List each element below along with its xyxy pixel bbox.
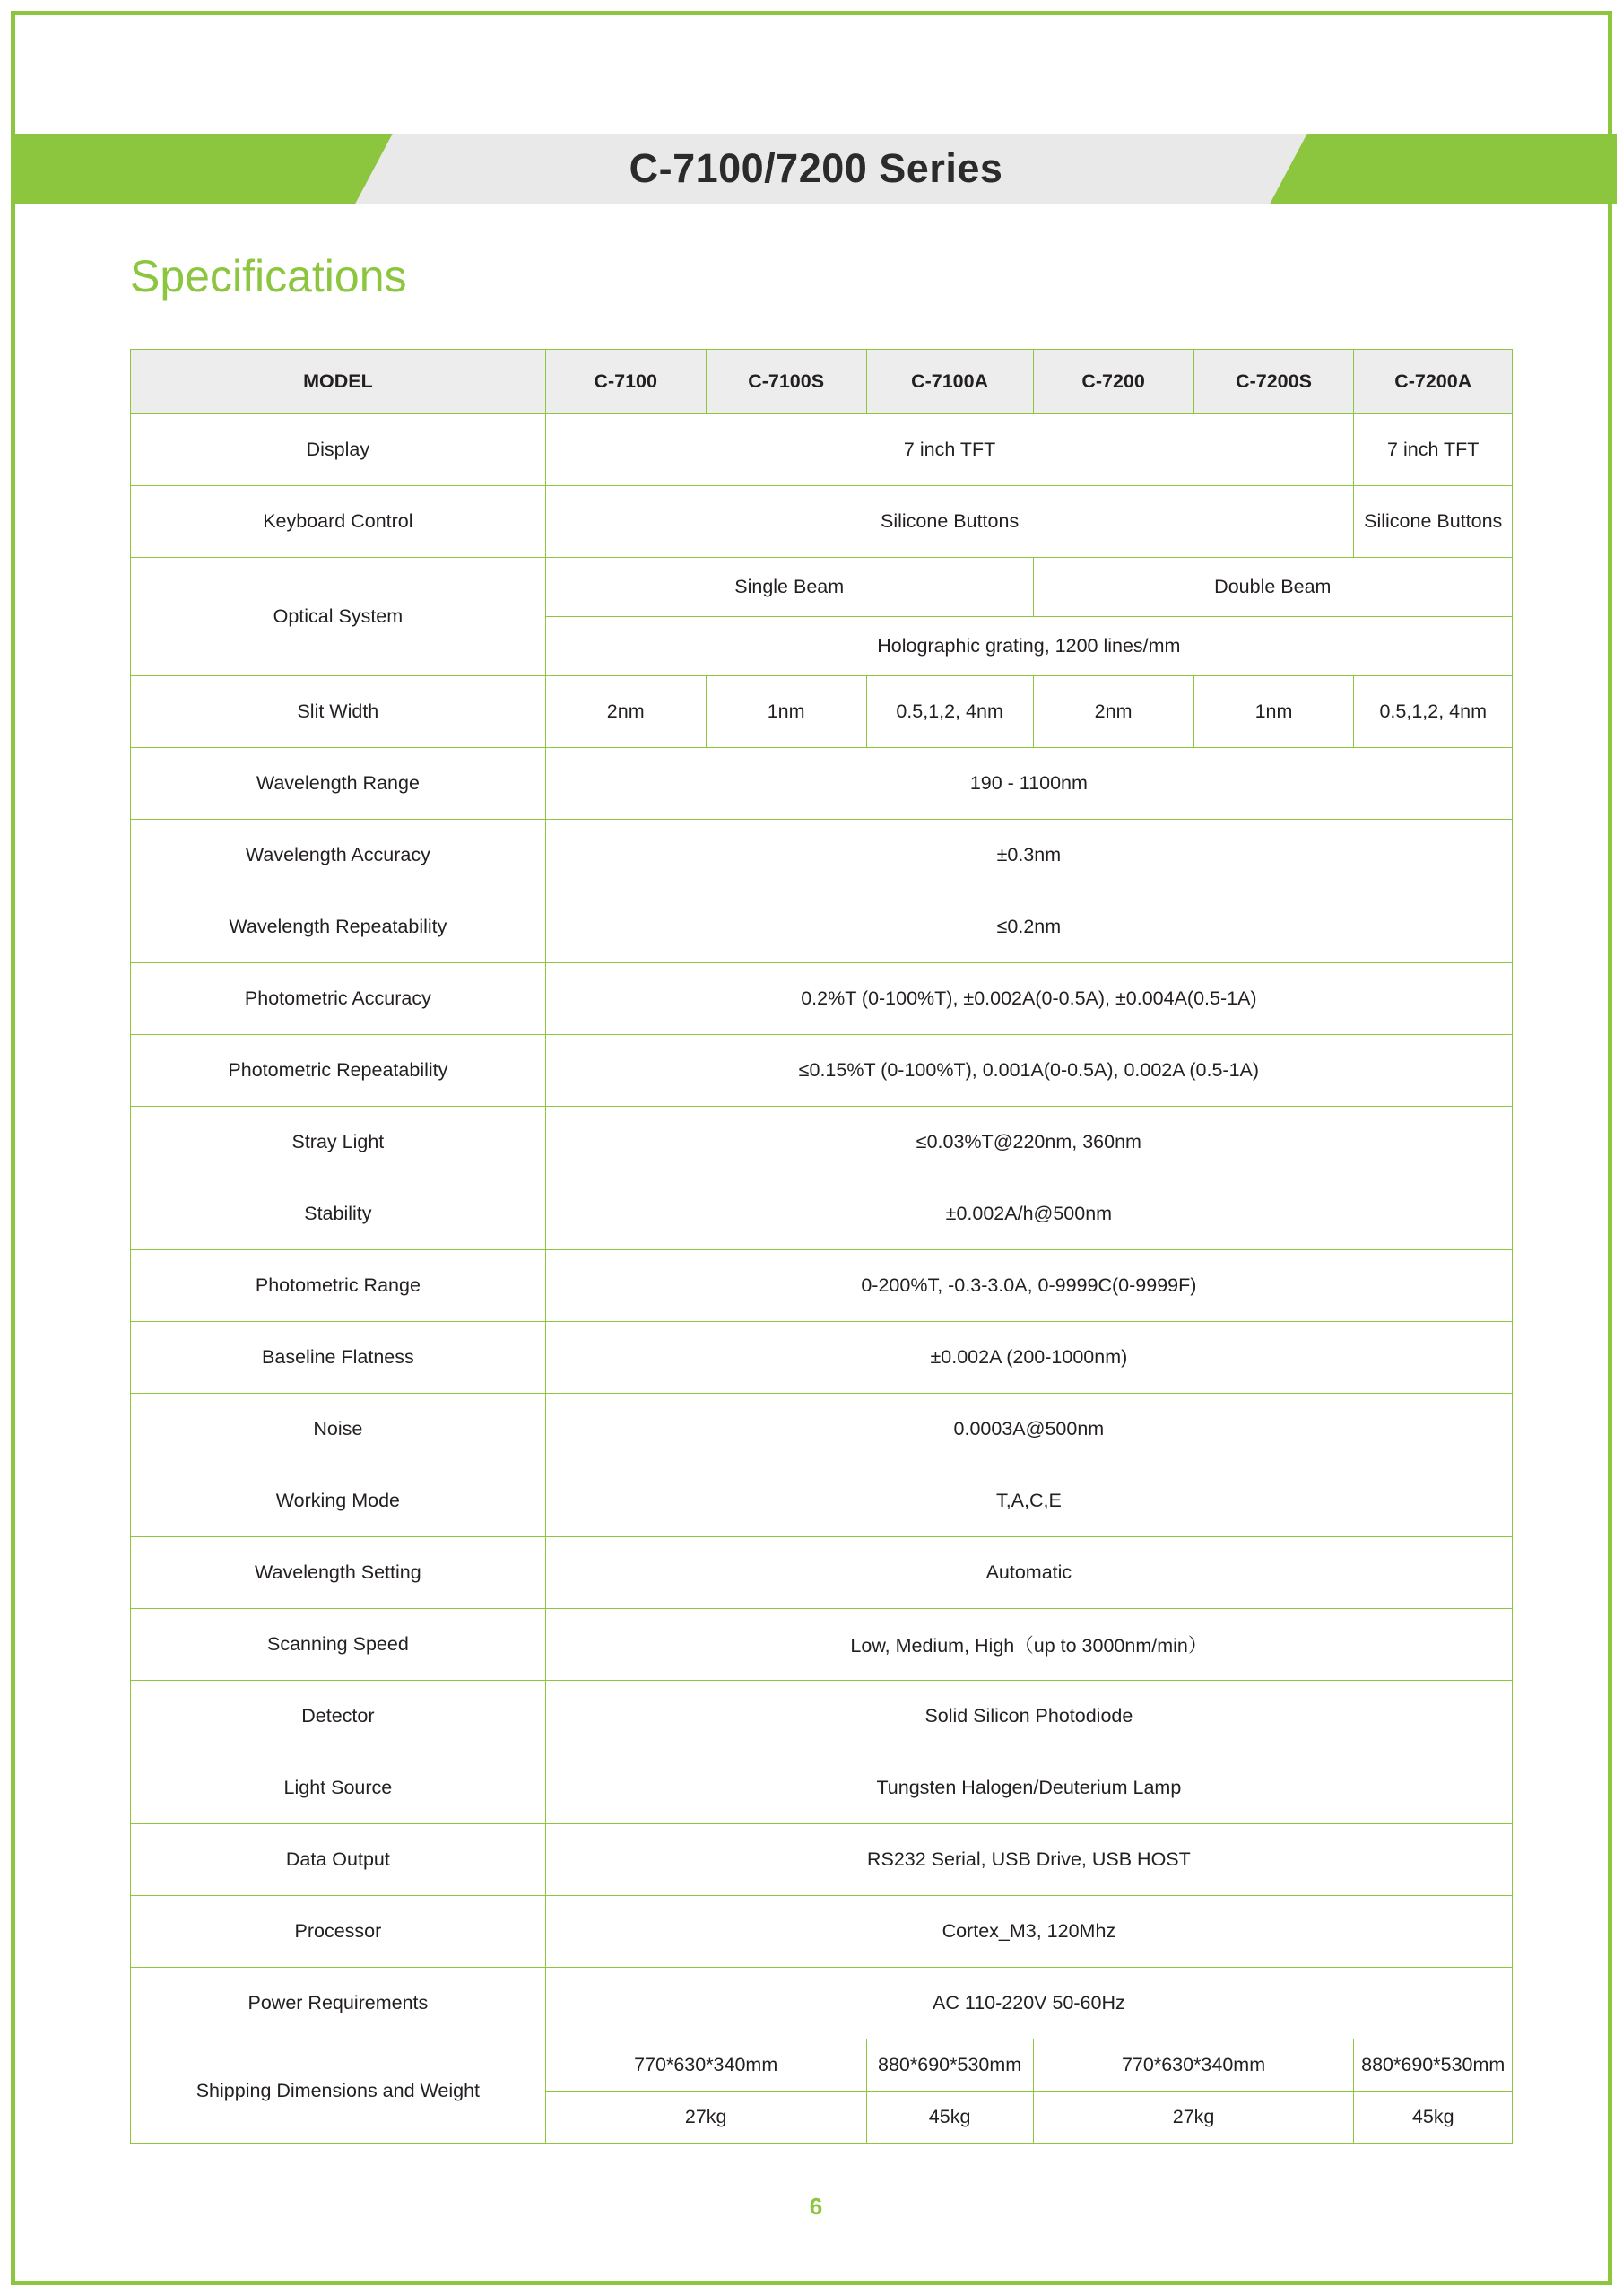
row-value-display-c7200a: 7 inch TFT: [1354, 414, 1513, 486]
row-label-wavelength-range: Wavelength Range: [131, 748, 546, 820]
row-label-stability: Stability: [131, 1178, 546, 1250]
row-value-stray-light: ≤0.03%T@220nm, 360nm: [545, 1107, 1512, 1178]
row-value-shipping-dims-c7100: 770*630*340mm: [545, 2039, 866, 2092]
row-label-wavelength-accuracy: Wavelength Accuracy: [131, 820, 546, 891]
row-label-slit-width: Slit Width: [131, 676, 546, 748]
table-row: [131, 1250, 1513, 1322]
row-label-keyboard-control: Keyboard Control: [131, 486, 546, 558]
row-label-processor: Processor: [131, 1896, 546, 1968]
row-label-working-mode: Working Mode: [131, 1465, 546, 1537]
table-row: [131, 748, 1513, 820]
specifications-table: [130, 349, 1513, 2144]
table-row: [131, 1896, 1513, 1968]
row-label-wavelength-setting: Wavelength Setting: [131, 1537, 546, 1609]
row-label-baseline-flatness: Baseline Flatness: [131, 1322, 546, 1394]
row-label-scanning-speed: Scanning Speed: [131, 1609, 546, 1681]
table-row: [131, 486, 1513, 558]
row-value-wavelength-repeatability: ≤0.2nm: [545, 891, 1512, 963]
specifications-table-wrapper: [130, 349, 1513, 2144]
table-row: [131, 1537, 1513, 1609]
row-label-noise: Noise: [131, 1394, 546, 1465]
table-row: [131, 1178, 1513, 1250]
row-value-wavelength-setting: Automatic: [545, 1537, 1512, 1609]
row-value-shipping-weight-c7100: 27kg: [545, 2092, 866, 2144]
row-value-data-output: RS232 Serial, USB Drive, USB HOST: [545, 1824, 1512, 1896]
row-value-display-main: 7 inch TFT: [545, 414, 1354, 486]
table-row: [131, 963, 1513, 1035]
section-title: Specifications: [130, 251, 407, 301]
row-value-slit-c7100: 2nm: [545, 676, 706, 748]
row-value-shipping-weight-c7200a: 45kg: [1354, 2092, 1513, 2144]
row-value-photometric-range: 0-200%T, -0.3-3.0A, 0-9999C(0-9999F): [545, 1250, 1512, 1322]
header-cell-c7100s: C-7100S: [706, 350, 866, 414]
table-row: [131, 1609, 1513, 1681]
row-value-slit-c7100a: 0.5,1,2, 4nm: [866, 676, 1033, 748]
row-label-shipping-dimensions-weight: Shipping Dimensions and Weight: [131, 2039, 546, 2144]
table-row: [131, 676, 1513, 748]
table-row: [131, 1752, 1513, 1824]
table-row: [131, 1465, 1513, 1537]
row-value-shipping-weight-c7200: 27kg: [1033, 2092, 1354, 2144]
row-label-display: Display: [131, 414, 546, 486]
header-cell-c7200s: C-7200S: [1193, 350, 1354, 414]
row-value-slit-c7200s: 1nm: [1193, 676, 1354, 748]
table-row: [131, 1394, 1513, 1465]
row-value-optical-double-beam: Double Beam: [1033, 558, 1512, 617]
row-value-keyboard-c7200a: Silicone Buttons: [1354, 486, 1513, 558]
row-value-wavelength-accuracy: ±0.3nm: [545, 820, 1512, 891]
table-row: [131, 1107, 1513, 1178]
row-value-shipping-dims-c7100a: 880*690*530mm: [866, 2039, 1033, 2092]
row-value-stability: ±0.002A/h@500nm: [545, 1178, 1512, 1250]
table-row: [131, 1968, 1513, 2039]
header-cell-c7200: C-7200: [1033, 350, 1193, 414]
row-label-photometric-repeatability: Photometric Repeatability: [131, 1035, 546, 1107]
table-row: [131, 1681, 1513, 1752]
table-row: [131, 2039, 1513, 2092]
page-number: 6: [809, 2193, 823, 2220]
header-cell-c7200a: C-7200A: [1354, 350, 1513, 414]
table-row: [131, 414, 1513, 486]
table-row: [131, 891, 1513, 963]
header-cell-model: MODEL: [131, 350, 546, 414]
row-label-optical-system: Optical System: [131, 558, 546, 676]
row-value-slit-c7200a: 0.5,1,2, 4nm: [1354, 676, 1513, 748]
row-value-light-source: Tungsten Halogen/Deuterium Lamp: [545, 1752, 1512, 1824]
page-header-title: C-7100/7200 Series: [629, 145, 1003, 191]
row-value-optical-single-beam: Single Beam: [545, 558, 1033, 617]
table-row: [131, 820, 1513, 891]
row-value-keyboard-main: Silicone Buttons: [545, 486, 1354, 558]
row-label-photometric-accuracy: Photometric Accuracy: [131, 963, 546, 1035]
row-value-slit-c7200: 2nm: [1033, 676, 1193, 748]
row-label-detector: Detector: [131, 1681, 546, 1752]
row-value-shipping-dims-c7200a: 880*690*530mm: [1354, 2039, 1513, 2092]
row-label-light-source: Light Source: [131, 1752, 546, 1824]
row-value-shipping-dims-c7200: 770*630*340mm: [1033, 2039, 1354, 2092]
header-cell-c7100a: C-7100A: [866, 350, 1033, 414]
row-value-slit-c7100s: 1nm: [706, 676, 866, 748]
row-value-photometric-accuracy: 0.2%T (0-100%T), ±0.002A(0-0.5A), ±0.004A(0.5-1A): [545, 963, 1512, 1035]
row-label-stray-light: Stray Light: [131, 1107, 546, 1178]
row-label-photometric-range: Photometric Range: [131, 1250, 546, 1322]
header-cell-c7100: C-7100: [545, 350, 706, 414]
row-value-working-mode: T,A,C,E: [545, 1465, 1512, 1537]
row-value-photometric-repeatability: ≤0.15%T (0-100%T), 0.001A(0-0.5A), 0.002A (0.5-1A): [545, 1035, 1512, 1107]
row-value-power-requirements: AC 110-220V 50-60Hz: [545, 1968, 1512, 2039]
table-header-row: [131, 350, 1513, 414]
row-value-noise: 0.0003A@500nm: [545, 1394, 1512, 1465]
row-value-optical-grating: Holographic grating, 1200 lines/mm: [545, 617, 1512, 676]
row-value-wavelength-range: 190 - 1100nm: [545, 748, 1512, 820]
page-frame: [11, 11, 1612, 2285]
row-label-data-output: Data Output: [131, 1824, 546, 1896]
row-label-power-requirements: Power Requirements: [131, 1968, 546, 2039]
row-label-wavelength-repeatability: Wavelength Repeatability: [131, 891, 546, 963]
table-row: [131, 1824, 1513, 1896]
row-value-shipping-weight-c7100a: 45kg: [866, 2092, 1033, 2144]
table-row: [131, 1035, 1513, 1107]
row-value-processor: Cortex_M3, 120Mhz: [545, 1896, 1512, 1968]
row-value-baseline-flatness: ±0.002A (200-1000nm): [545, 1322, 1512, 1394]
row-value-detector: Solid Silicon Photodiode: [545, 1681, 1512, 1752]
table-row: [131, 558, 1513, 617]
row-value-scanning-speed: Low, Medium, High（up to 3000nm/min）: [545, 1609, 1512, 1681]
table-row: [131, 1322, 1513, 1394]
